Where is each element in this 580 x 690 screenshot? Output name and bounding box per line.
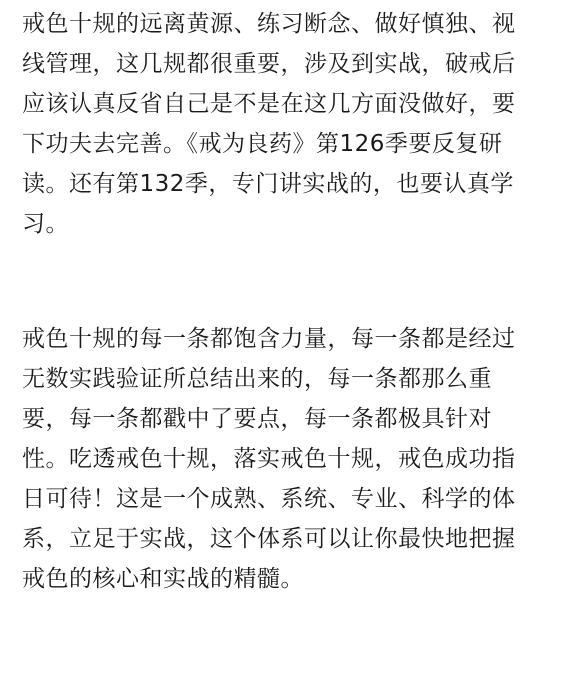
paragraph-line: 戒色十规的远离黄源、练习断念、做好慎独、视 (22, 11, 516, 37)
article-body (22, 4, 562, 599)
paragraph-line: 应该认真反省自己是不是在这几方面没做好，要 (22, 91, 516, 117)
paragraph-spacer (22, 244, 562, 319)
paragraph-2 (22, 319, 562, 599)
paragraph-line: 下功夫去完善。《戒为良药》第126季要反复研 (22, 131, 503, 157)
paragraph-line: 习。 (22, 211, 69, 237)
paragraph-line: 线管理，这几规都很重要，涉及到实战，破戒后 (22, 51, 516, 77)
paragraph-line: 要，每一条都戳中了要点，每一条都极具针对 (22, 406, 492, 432)
paragraph-line: 读。还有第132季，专门讲实战的，也要认真学 (22, 171, 514, 197)
paragraph-1 (22, 4, 562, 244)
paragraph-line: 戒色的核心和实战的精髓。 (22, 566, 304, 592)
paragraph-line: 戒色十规的每一条都饱含力量，每一条都是经过 (22, 326, 516, 352)
paragraph-line: 日可待！这是一个成熟、系统、专业、科学的体 (22, 486, 516, 512)
paragraph-line: 性。吃透戒色十规，落实戒色十规，戒色成功指 (22, 446, 516, 472)
paragraph-line: 系，立足于实战，这个体系可以让你最快地把握 (22, 526, 516, 552)
paragraph-line: 无数实践验证所总结出来的，每一条都那么重 (22, 366, 492, 392)
